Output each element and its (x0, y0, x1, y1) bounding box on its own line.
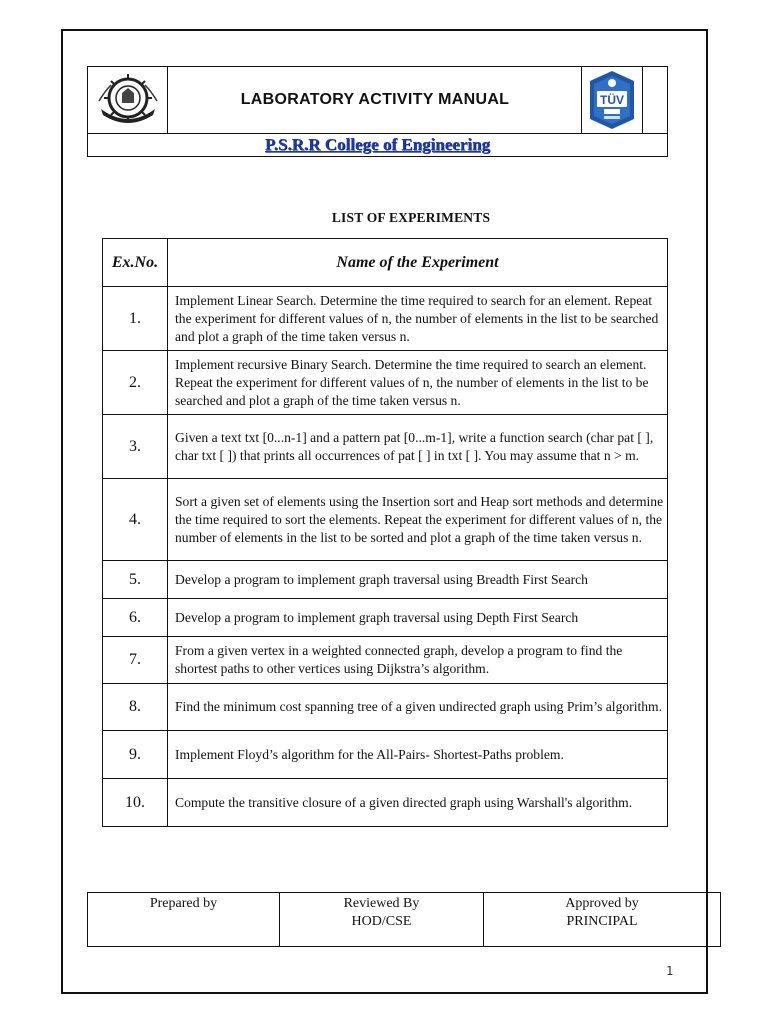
row-experiment-text: Implement Floyd’s algorithm for the All-Pairs- Shortest-Paths problem. (168, 731, 668, 779)
tuv-cert-logo (581, 67, 643, 133)
list-title: LIST OF EXPERIMENTS (331, 210, 491, 225)
row-number: 9. (103, 731, 168, 779)
row-number: 2. (103, 351, 168, 415)
col-experiment-name: Name of the Experiment (168, 239, 668, 287)
row-experiment-text: Given a text txt [0...n-1] and a pattern pat [0...m-1], write a function search (char pat [ ], char txt [ ]) that prints all occurrences of pat [ ] in txt [ ]. You may assume that n > m. (168, 415, 668, 479)
row-number: 8. (103, 684, 168, 731)
table-row (103, 731, 668, 779)
table-row (103, 351, 668, 415)
table-row (103, 287, 668, 351)
header-row (88, 67, 667, 134)
table-row (103, 779, 668, 827)
experiments-table (102, 238, 668, 827)
reviewed-cell (280, 893, 484, 947)
tuv-logo-text: TÜV (600, 93, 624, 107)
row-number: 7. (103, 637, 168, 684)
row-experiment-text: Develop a program to implement graph traversal using Depth First Search (168, 599, 668, 637)
college-name: P.S.R.R College of Engineering (264, 135, 491, 154)
row-number: 1. (103, 287, 168, 351)
table-header-row (103, 239, 668, 287)
document-header (87, 66, 668, 157)
row-number: 4. (103, 479, 168, 561)
prepared-cell (88, 893, 280, 947)
row-number: 3. (103, 415, 168, 479)
row-experiment-text: Find the minimum cost spanning tree of a given undirected graph using Prim’s algorithm. (168, 684, 668, 731)
row-experiment-text: Develop a program to implement graph traversal using Breadth First Search (168, 561, 668, 599)
row-experiment-text: Compute the transitive closure of a given directed graph using Warshall's algorithm. (168, 779, 668, 827)
approved-label: Approved by (565, 896, 639, 911)
table-row (103, 561, 668, 599)
approved-role: PRINCIPAL (566, 914, 638, 929)
table-row (103, 684, 668, 731)
prepared-label: Prepared by (149, 896, 218, 911)
row-number: 6. (103, 599, 168, 637)
table-row (103, 479, 668, 561)
tuv-certification-icon (584, 69, 640, 131)
signature-table (87, 892, 721, 947)
row-experiment-text: Implement Linear Search. Determine the time required to search for an element. Repeat the experiment for different values of n, the number of elements in the list to be searched and plot a graph of the time taken versus n. (168, 287, 668, 351)
college-logo (88, 67, 168, 133)
table-row (103, 637, 668, 684)
page-number: 1 (666, 964, 674, 978)
reviewed-role: HOD/CSE (351, 914, 412, 929)
row-number: 10. (103, 779, 168, 827)
reviewed-label: Reviewed By (343, 896, 420, 911)
table-row (103, 599, 668, 637)
row-number: 5. (103, 561, 168, 599)
table-row (103, 415, 668, 479)
approved-cell (484, 893, 721, 947)
col-ex-no: Ex.No. (103, 239, 168, 287)
manual-title: LABORATORY ACTIVITY MANUAL (240, 91, 510, 108)
row-experiment-text: Sort a given set of elements using the Insertion sort and Heap sort methods and determine the time required to sort the elements. Repeat the experiment for different values of n, the number of elements in the list to be sorted and plot a graph of the time taken versus n. (168, 479, 668, 561)
row-experiment-text: From a given vertex in a weighted connected graph, develop a program to find the shortest paths to other vertices using Dijkstra’s algorithm. (168, 637, 668, 684)
college-emblem-icon (97, 71, 159, 129)
row-experiment-text: Implement recursive Binary Search. Determine the time required to search an element. Repeat the experiment for different values of n, the number of elements in the list to be searched and plot a graph of the time taken versus n. (168, 351, 668, 415)
